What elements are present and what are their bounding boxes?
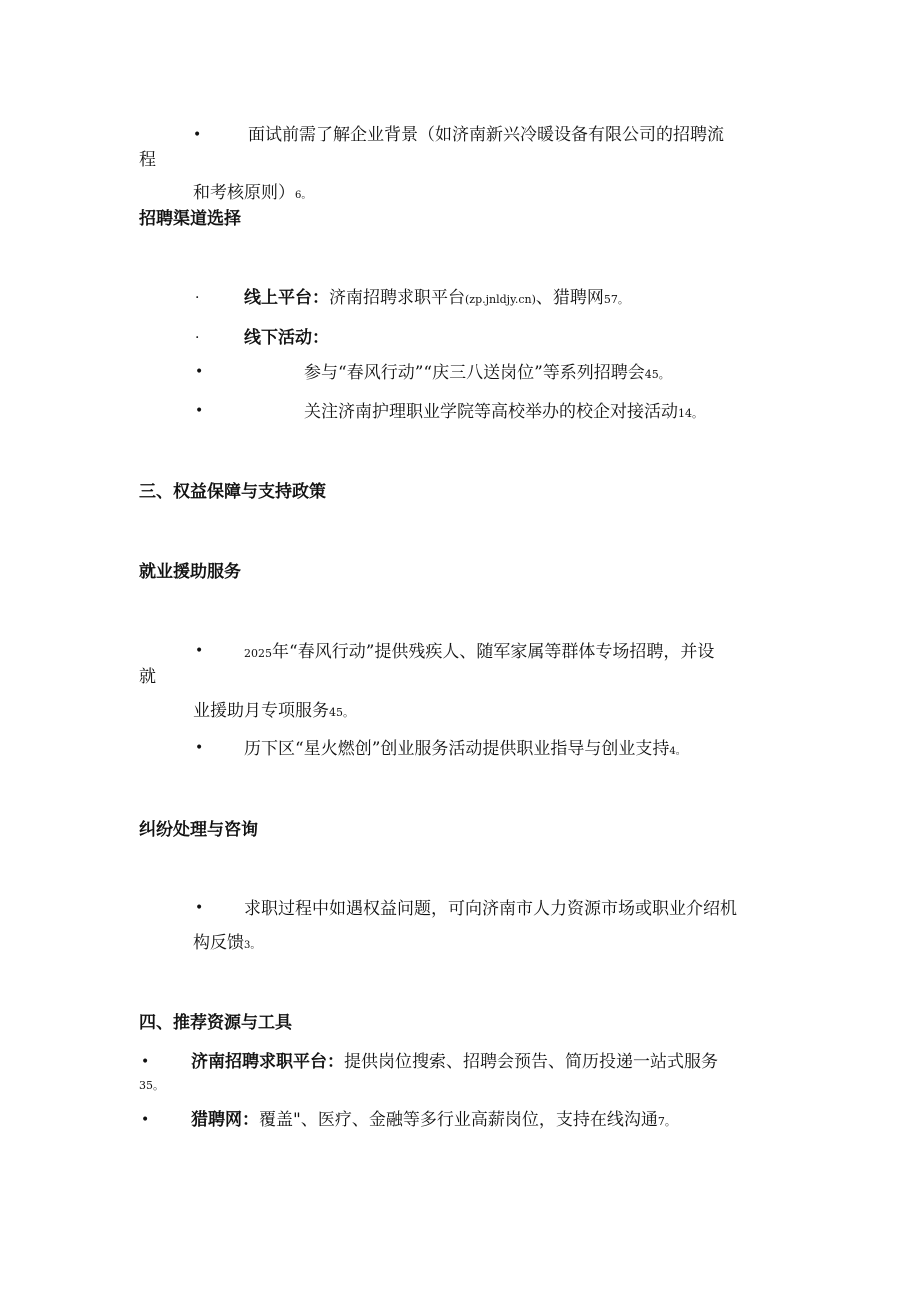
heading-section-3: 三、权益保障与支持政策 <box>139 482 326 502</box>
interview-tip-line2 <box>193 185 311 202</box>
bullet-dot: • <box>195 740 204 756</box>
citation: 7。 <box>657 1115 676 1128</box>
resource-label: 猎聘网： <box>191 1110 259 1130</box>
bullet-dot: • <box>141 1112 150 1128</box>
citation: 6。 <box>295 190 312 201</box>
citation: 45。 <box>644 368 670 381</box>
heading-dispute-handling: 纠纷处理与咨询 <box>139 820 258 840</box>
citation: 35。 <box>139 1079 164 1092</box>
resource-text: 提供岗位搜索、招聘会预告、简历投递一站式服务 <box>344 1052 718 1072</box>
bullet-dot: • <box>141 1054 150 1070</box>
interview-tip-text: 和考核原则） <box>193 183 295 203</box>
offline-sub-text: 关注济南护理职业学院等高校举办的校企对接活动 <box>304 402 678 422</box>
citation: 3。 <box>244 940 261 951</box>
resource-item-2 <box>191 1112 676 1129</box>
offline-sub-item-1 <box>304 365 670 382</box>
assist-item-2 <box>244 741 686 758</box>
citation: 45。 <box>329 706 354 719</box>
resource-item-1 <box>191 1054 718 1071</box>
dispute-text: 构反馈 <box>193 933 244 953</box>
assist-item-1-line1 <box>244 644 714 661</box>
bullet-dot: · <box>195 290 200 306</box>
interview-tip-wrap: 程 <box>139 150 156 170</box>
bullet-dot: · <box>195 330 200 346</box>
assist-item-1-wrap: 就 <box>139 667 156 687</box>
offline-sub-text: 参与“春风行动”“庆三八送岗位”等系列招聘会 <box>304 363 645 383</box>
heading-recruitment-channels: 招聘渠道选择 <box>139 209 241 229</box>
bullet-dot: • <box>195 900 204 916</box>
bullet-dot: • <box>195 403 204 419</box>
assist-text: 年“春风行动”提供残疾人、随军家属等群体专场招聘，并设 <box>272 642 715 662</box>
online-label: 线上平台： <box>244 288 329 308</box>
citation: 4。 <box>669 746 686 757</box>
offline-sub-item-2 <box>304 404 703 421</box>
resource-text: 覆盖"、医疗、金融等多行业高薪岗位，支持在线沟通 <box>259 1110 658 1130</box>
dispute-item-line1: 求职过程中如遇权益问题，可向济南市人力资源市场或职业介绍机 <box>244 899 737 919</box>
year-number: 2025 <box>244 647 272 660</box>
platform-url: (zp.jnldjy.cn) <box>465 293 536 306</box>
assist-text: 历下区“星火燃创”创业服务活动提供职业指导与创业支持 <box>244 739 670 759</box>
offline-label: 线下活动： <box>244 328 329 348</box>
assist-text: 业援助月专项服务 <box>193 701 329 721</box>
bullet-dot: • <box>193 127 202 143</box>
citation: 14。 <box>678 407 703 420</box>
heading-employment-assistance: 就业援助服务 <box>139 562 241 582</box>
bullet-dot: • <box>195 643 204 659</box>
heading-section-4: 四、推荐资源与工具 <box>139 1013 292 1033</box>
online-text-b: 、猎聘网 <box>535 288 604 308</box>
resource-label: 济南招聘求职平台： <box>191 1052 344 1072</box>
online-platforms-item <box>244 290 629 307</box>
citation: 57。 <box>603 293 629 306</box>
interview-tip-line1: 面试前需了解企业背景（如济南新兴冷暖设备有限公司的招聘流 <box>248 125 724 145</box>
bullet-dot: • <box>195 364 204 380</box>
assist-item-1-line2 <box>193 703 354 720</box>
online-text: 济南招聘求职平台 <box>329 288 465 308</box>
dispute-item-line2 <box>193 935 260 952</box>
